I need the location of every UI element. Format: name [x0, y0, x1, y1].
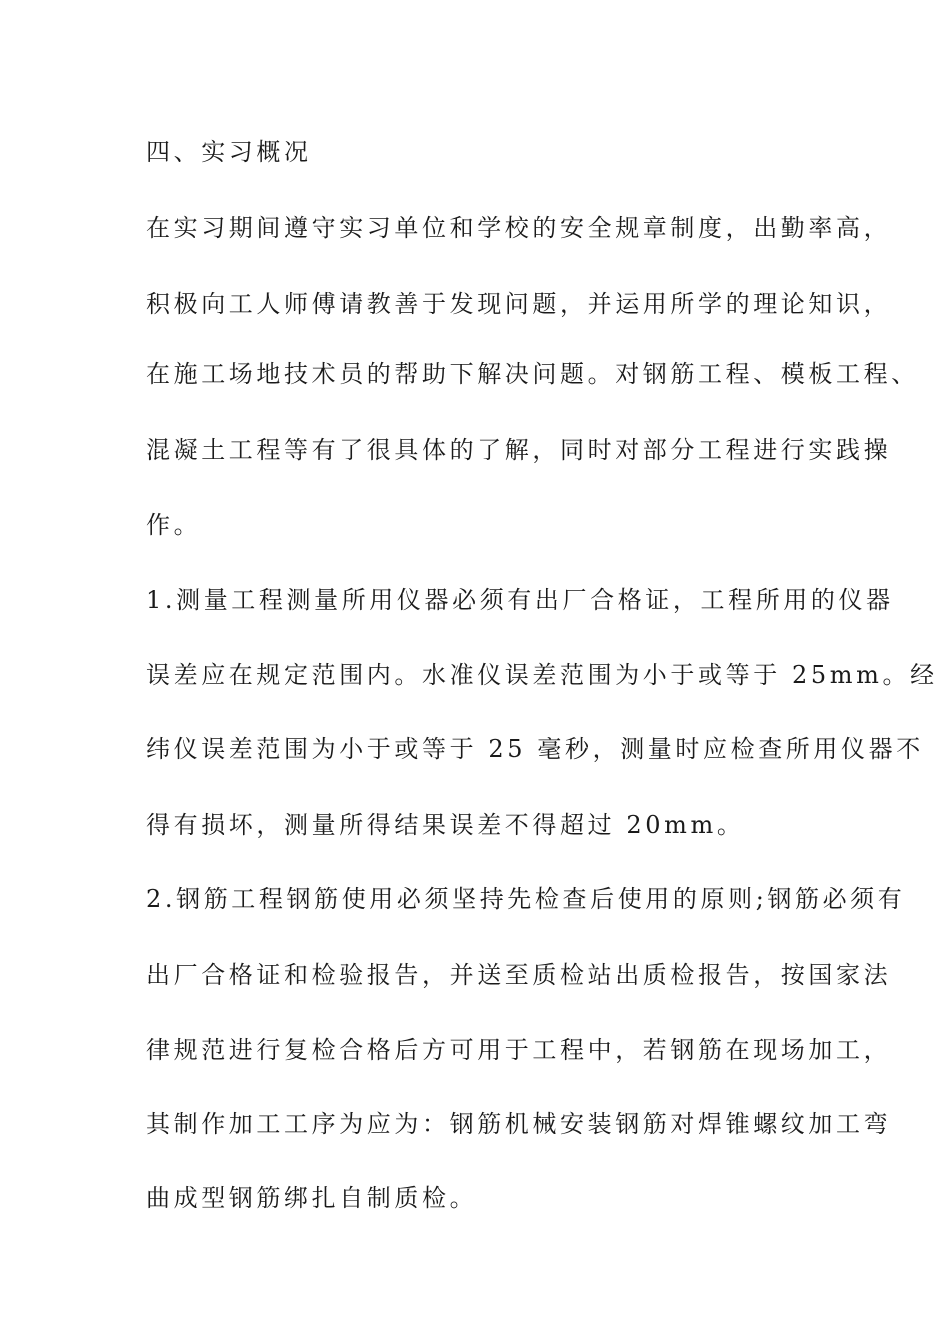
text-line: 律规范进行复检合格后方可用于工程中，若钢筋在现场加工，	[146, 1036, 892, 1064]
text-line: 纬仪误差范围为小于或等于 25 毫秒，测量时应检查所用仪器不	[146, 735, 924, 763]
text-line: 积极向工人师傅请教善于发现问题，并运用所学的理论知识，	[146, 290, 892, 318]
text-line: 在施工场地技术员的帮助下解决问题。对钢筋工程、模板工程、	[146, 360, 919, 388]
text-line: 2.钢筋工程钢筋使用必须坚持先检查后使用的原则;钢筋必须有	[146, 885, 906, 913]
text-line: 误差应在规定范围内。水准仪误差范围为小于或等于 25mm。经	[146, 661, 938, 689]
section-heading: 四、实习概况	[146, 138, 312, 166]
text-line: 作。	[146, 511, 202, 539]
text-line: 得有损坏，测量所得结果误差不得超过 20mm。	[146, 811, 745, 839]
text-line: 在实习期间遵守实习单位和学校的安全规章制度，出勤率高，	[146, 214, 892, 242]
text-line: 曲成型钢筋绑扎自制质检。	[146, 1184, 478, 1212]
text-line: 其制作加工工序为应为：钢筋机械安装钢筋对焊锥螺纹加工弯	[146, 1110, 892, 1138]
text-line: 混凝土工程等有了很具体的了解，同时对部分工程进行实践操	[146, 436, 892, 464]
text-line: 出厂合格证和检验报告，并送至质检站出质检报告，按国家法	[146, 961, 892, 989]
text-line: 1.测量工程测量所用仪器必须有出厂合格证，工程所用的仪器	[146, 586, 894, 614]
